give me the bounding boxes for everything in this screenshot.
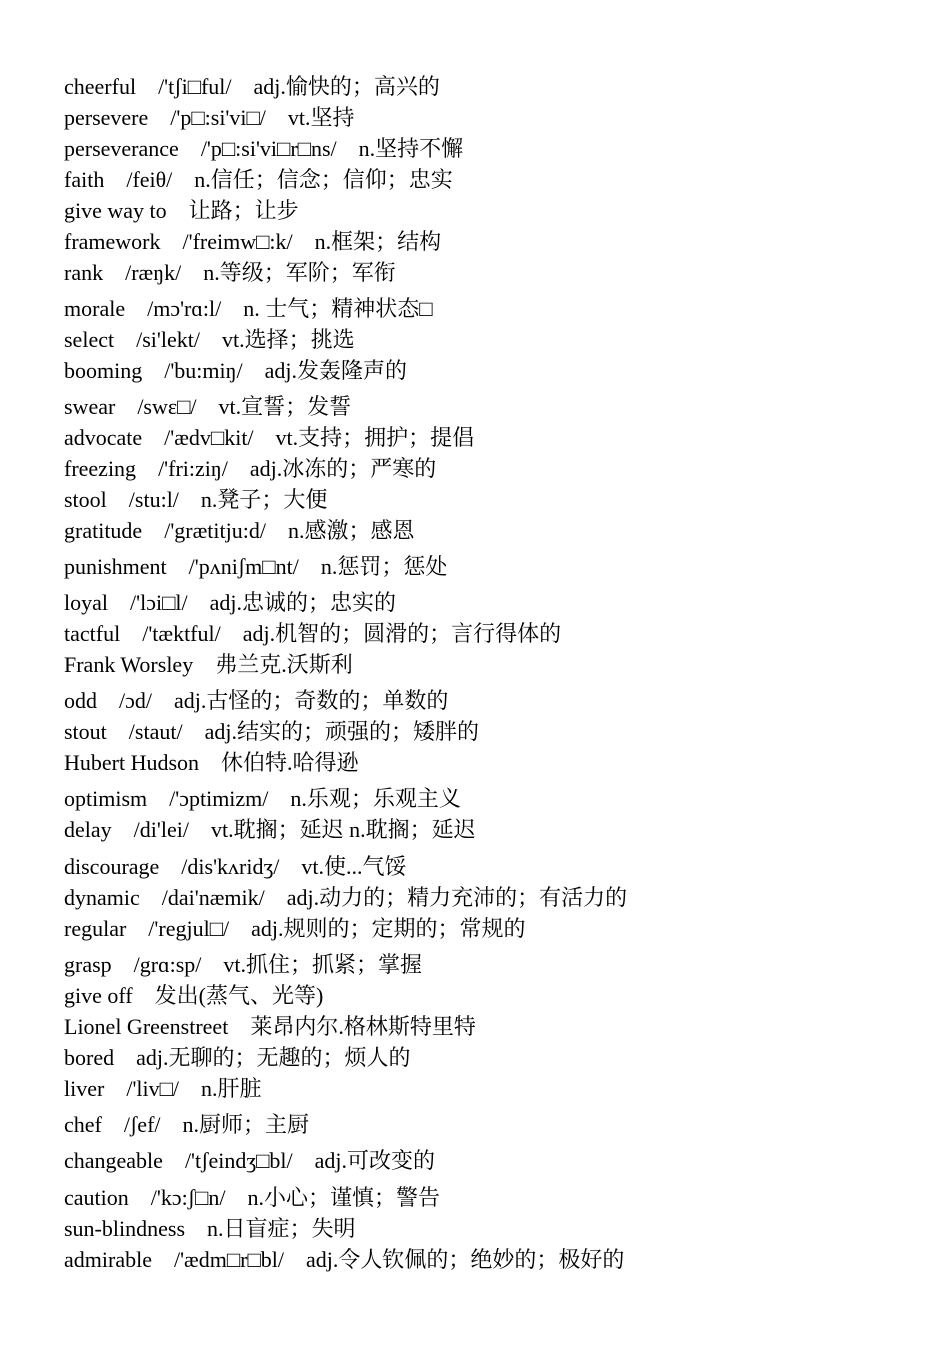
vocab-definition: 发出(蒸气、光等)	[154, 983, 324, 1008]
vocab-word: perseverance	[64, 136, 179, 161]
vocab-phonetic: /'ɔptimizm/	[169, 786, 269, 811]
vocab-word: regular	[64, 916, 127, 941]
vocab-definition: adj.忠诚的；忠实的	[209, 590, 396, 615]
vocab-definition: 莱昂内尔.格林斯特里特	[250, 1014, 476, 1039]
vocab-definition: adj.机智的；圆滑的；言行得体的	[242, 621, 562, 646]
vocab-word: framework	[64, 229, 161, 254]
vocab-word: morale	[64, 296, 126, 321]
vocab-definition: adj.古怪的；奇数的；单数的	[174, 688, 449, 713]
vocab-definition: n.凳子；大便	[200, 487, 328, 512]
vocab-word: odd	[64, 688, 97, 713]
vocab-phonetic: /si'lekt/	[136, 327, 200, 352]
vocab-entry	[64, 1013, 476, 1041]
vocab-definition: 休伯特.哈得逊	[221, 750, 359, 775]
vocab-entry	[64, 687, 448, 715]
vocab-entry	[64, 816, 476, 844]
vocab-entry	[64, 259, 396, 287]
vocab-definition: vt.抓住；抓紧；掌握	[223, 952, 423, 977]
vocab-entry	[64, 326, 355, 354]
vocab-word: caution	[64, 1185, 129, 1210]
vocab-entry	[64, 1184, 440, 1212]
vocab-definition: vt.耽搁；延迟 n.耽搁；延迟	[210, 817, 476, 842]
vocab-word: changeable	[64, 1148, 163, 1173]
vocab-phonetic: /'freimw□:k/	[182, 229, 293, 254]
vocab-entry	[64, 228, 441, 256]
vocab-phonetic: /stu:l/	[128, 487, 179, 512]
vocab-entry	[64, 749, 359, 777]
vocab-entry	[64, 1215, 356, 1243]
vocab-entry	[64, 651, 353, 679]
vocab-word: stool	[64, 487, 107, 512]
vocab-word: grasp	[64, 952, 112, 977]
vocab-definition: adj.令人钦佩的；绝妙的；极好的	[305, 1247, 625, 1272]
vocab-entry	[64, 620, 561, 648]
vocab-word: liver	[64, 1076, 105, 1101]
vocab-entry	[64, 951, 422, 979]
vocab-phonetic: /'ædv□kit/	[164, 425, 254, 450]
vocab-definition: adj.冰冻的；严寒的	[249, 456, 437, 481]
vocab-word: loyal	[64, 590, 108, 615]
vocab-definition: adj.结实的；顽强的；矮胖的	[204, 719, 479, 744]
vocab-phonetic: /'tʃi□ful/	[158, 74, 232, 99]
vocab-word: swear	[64, 394, 116, 419]
vocab-word: bored	[64, 1045, 115, 1070]
vocab-entry	[64, 853, 407, 881]
vocab-word: stout	[64, 719, 107, 744]
vocab-word: advocate	[64, 425, 143, 450]
vocab-entry	[64, 982, 323, 1010]
vocab-entry	[64, 455, 436, 483]
vocab-word: Lionel Greenstreet	[64, 1014, 229, 1039]
vocab-word: select	[64, 327, 115, 352]
vocab-phonetic: /'fri:ziŋ/	[158, 456, 228, 481]
vocab-definition: adj.规则的；定期的；常规的	[251, 916, 526, 941]
vocab-word: give way to	[64, 198, 167, 223]
vocab-entry	[64, 135, 463, 163]
vocab-entry	[64, 785, 461, 813]
vocab-word: faith	[64, 167, 105, 192]
vocab-definition: n.感激；感恩	[287, 518, 415, 543]
vocab-definition: n.坚持不懈	[358, 136, 464, 161]
vocab-phonetic: /grɑ:sp/	[133, 952, 202, 977]
vocab-definition: vt.坚持	[287, 105, 355, 130]
vocab-definition: adj.无聊的；无趣的；烦人的	[136, 1045, 411, 1070]
vocab-entry	[64, 424, 474, 452]
vocab-phonetic: /'ædm□r□bl/	[173, 1247, 284, 1272]
vocab-definition: n.乐观；乐观主义	[290, 786, 461, 811]
vocab-phonetic: /di'lei/	[133, 817, 189, 842]
vocab-phonetic: /'tæktful/	[142, 621, 221, 646]
vocab-phonetic: /dai'næmik/	[161, 885, 265, 910]
vocab-entry	[64, 517, 414, 545]
vocab-word: freezing	[64, 456, 137, 481]
vocab-definition: adj.可改变的	[314, 1148, 435, 1173]
vocab-definition: 让路；让步	[188, 198, 299, 223]
vocabulary-list	[64, 0, 924, 1348]
vocab-entry	[64, 589, 396, 617]
vocab-word: sun-blindness	[64, 1216, 185, 1241]
vocab-definition: n. 士气；精神状态□	[243, 296, 433, 321]
vocab-word: Frank Worsley	[64, 652, 194, 677]
vocab-word: discourage	[64, 854, 160, 879]
vocab-word: delay	[64, 817, 112, 842]
vocab-word: Hubert Hudson	[64, 750, 200, 775]
vocab-entry	[64, 1111, 309, 1139]
vocab-entry	[64, 486, 327, 514]
vocab-word: optimism	[64, 786, 148, 811]
vocab-definition: vt.支持；拥护；提倡	[275, 425, 475, 450]
vocab-definition: n.肝脏	[201, 1076, 262, 1101]
vocab-entry	[64, 718, 479, 746]
vocab-word: cheerful	[64, 74, 137, 99]
vocab-definition: adj.动力的；精力充沛的；有活力的	[286, 885, 628, 910]
vocab-entry	[64, 1246, 624, 1274]
vocab-definition: adj.发轰隆声的	[264, 358, 408, 383]
vocab-entry	[64, 884, 627, 912]
vocab-definition: n.信任；信念；信仰；忠实	[194, 167, 453, 192]
vocab-phonetic: /ɔd/	[119, 688, 152, 713]
vocab-phonetic: /dis'kʌridʒ/	[181, 854, 280, 879]
vocab-word: chef	[64, 1112, 102, 1137]
vocab-word: rank	[64, 260, 104, 285]
vocab-word: dynamic	[64, 885, 140, 910]
vocab-word: booming	[64, 358, 143, 383]
vocab-word: tactful	[64, 621, 121, 646]
vocab-definition: n.等级；军阶；军衔	[203, 260, 396, 285]
vocab-entry	[64, 104, 355, 132]
vocab-phonetic: /'p□:si'vi□r□ns/	[200, 136, 337, 161]
vocab-phonetic: /'regjul□/	[148, 916, 230, 941]
vocab-entry	[64, 295, 433, 323]
vocab-definition: n.惩罚；惩处	[320, 554, 448, 579]
vocab-entry	[64, 915, 525, 943]
vocab-phonetic: /'liv□/	[126, 1076, 180, 1101]
vocab-phonetic: /'pʌniʃm□nt/	[188, 554, 299, 579]
vocab-word: punishment	[64, 554, 167, 579]
vocab-phonetic: /ræŋk/	[125, 260, 182, 285]
vocab-word: admirable	[64, 1247, 152, 1272]
vocab-definition: n.小心；谨慎；警告	[247, 1185, 440, 1210]
vocab-phonetic: /'lɔi□l/	[130, 590, 188, 615]
vocab-phonetic: /'bu:miŋ/	[164, 358, 243, 383]
vocab-phonetic: /staut/	[128, 719, 183, 744]
vocab-definition: 弗兰克.沃斯利	[215, 652, 353, 677]
vocab-phonetic: /'kɔ:ʃ□n/	[150, 1185, 226, 1210]
vocab-entry	[64, 197, 299, 225]
vocab-word: gratitude	[64, 518, 143, 543]
vocab-definition: n.日盲症；失明	[207, 1216, 356, 1241]
vocab-entry	[64, 393, 351, 421]
vocab-phonetic: /feiθ/	[126, 167, 173, 192]
vocab-phonetic: /'tʃeindʒ□bl/	[184, 1148, 293, 1173]
vocab-phonetic: /mɔ'rɑ:l/	[147, 296, 222, 321]
vocab-definition: adj.愉快的；高兴的	[253, 74, 440, 99]
vocab-entry	[64, 166, 453, 194]
vocab-entry	[64, 357, 407, 385]
vocab-definition: vt.宣誓；发誓	[218, 394, 352, 419]
vocab-phonetic: /ʃef/	[123, 1112, 161, 1137]
vocab-entry	[64, 553, 447, 581]
vocab-entry	[64, 1075, 262, 1103]
vocab-entry	[64, 1147, 435, 1175]
vocab-definition: vt.选择；挑选	[221, 327, 355, 352]
vocab-definition: n.框架；结构	[314, 229, 442, 254]
vocab-phonetic: /'p□:si'vi□/	[170, 105, 266, 130]
vocab-entry	[64, 73, 440, 101]
vocab-phonetic: /swɛ□/	[137, 394, 197, 419]
vocab-definition: n.厨师；主厨	[182, 1112, 310, 1137]
vocab-entry	[64, 1044, 410, 1072]
vocab-word: persevere	[64, 105, 149, 130]
vocab-phonetic: /'grætitju:d/	[164, 518, 266, 543]
vocab-definition: vt.使...气馁	[301, 854, 407, 879]
vocab-word: give off	[64, 983, 133, 1008]
